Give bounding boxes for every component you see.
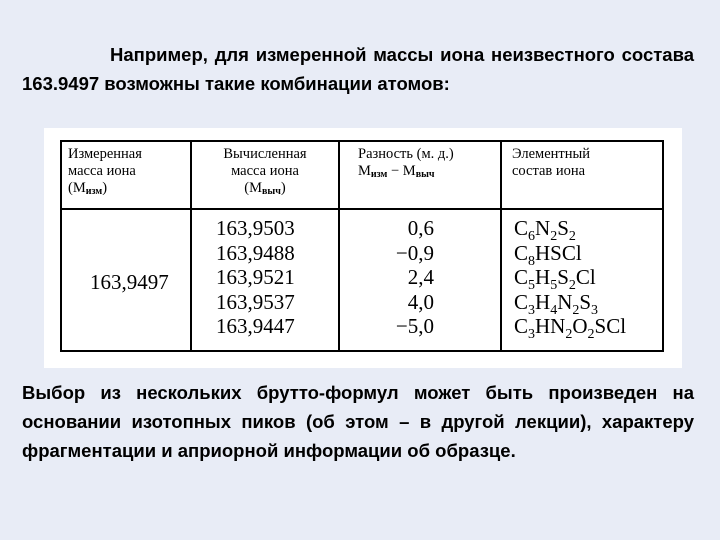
header-measured-mass: Измеренная масса иона $(M_{изм})$: [61, 141, 191, 209]
formula-value: $C_6N_2S_2$: [514, 216, 576, 245]
measured-mass-cell: 163,9497: [61, 209, 191, 351]
difference-value: 4,0: [407, 289, 434, 314]
calculated-mass-value: 163,9488: [216, 240, 295, 265]
table-data-row: [61, 209, 663, 351]
formula-value: $C_8HSCl$: [514, 240, 582, 269]
difference-value: −5,0: [395, 314, 434, 338]
conclusion-paragraph: Выбор из нескольких брутто-формул может быть произведен на основании изотопных пиков (об этом – в другой лекции), характеру фрагментации и априорной информации об образце.: [22, 382, 694, 461]
mass-combinations-table: [60, 140, 664, 352]
calculated-mass-value: 163,9447: [216, 314, 295, 338]
difference-value: 2,4: [407, 265, 434, 289]
mass-table-panel: [44, 128, 682, 368]
difference-value: −0,9: [395, 240, 434, 265]
header-calculated-mass: Вычисленная масса иона $(M_{выч})$: [191, 141, 339, 209]
intro-paragraph: Например, для измеренной массы иона неизвестного состава 163.9497 возможны такие комбинации атомов:: [22, 44, 694, 94]
header-elemental-composition: Элементный состав иона: [501, 141, 663, 209]
difference-value: 0,6: [407, 216, 434, 240]
calculated-mass-value: 163,9537: [216, 289, 295, 314]
formula-value: $C_3H_4N_2S_3$: [514, 289, 599, 318]
formula-value: $C_5H_5S_2Cl$: [514, 265, 596, 294]
formula-cell: [501, 209, 663, 351]
header-difference: Разность (м. д.) $M_{изм} - M_{выч}$: [339, 141, 501, 209]
calculated-mass-cell: [191, 209, 339, 351]
formula-value: $C_3HN_2O_2SCl$: [514, 314, 627, 343]
calculated-mass-value: 163,9521: [216, 265, 295, 289]
calculated-mass-value: 163,9503: [216, 216, 295, 240]
difference-cell: [339, 209, 501, 351]
table-header-row: [61, 141, 663, 209]
